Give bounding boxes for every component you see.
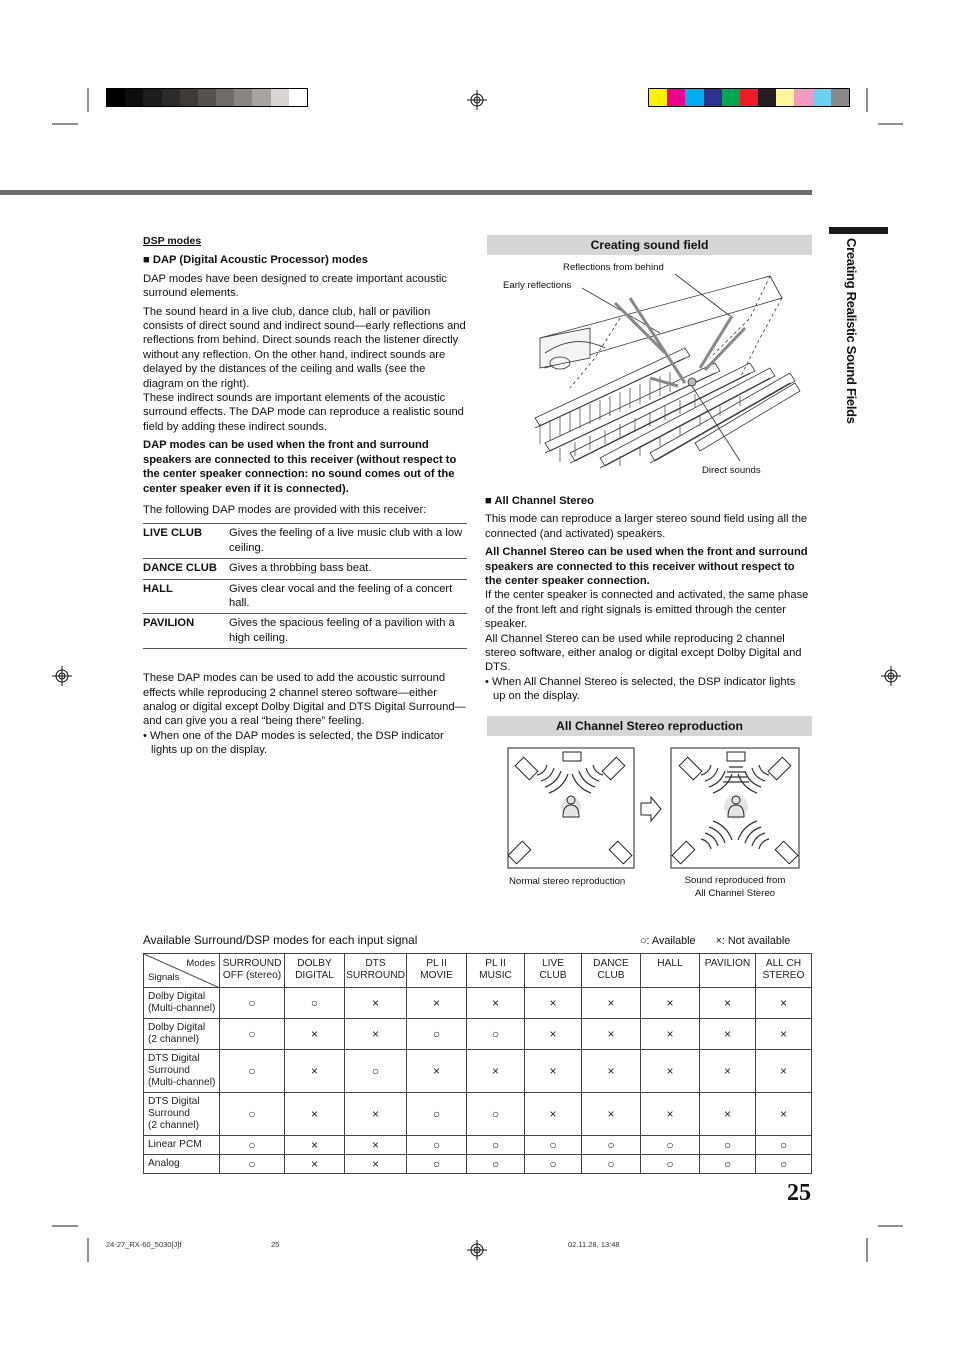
availability-cell: × [641,1050,700,1093]
signal-label: DTS Digital Surround (Multi-channel) [144,1050,220,1093]
availability-cell: × [756,1093,812,1136]
availability-cell: × [700,1050,756,1093]
color-swatch [162,89,180,106]
availability-cell: × [756,988,812,1019]
color-swatch [143,89,161,106]
availability-cell: ○ [220,1050,285,1093]
listener-icon [688,378,696,386]
color-swatch [649,89,667,106]
availability-cell: ○ [220,1093,285,1136]
color-swatch [704,89,722,106]
availability-cell: × [285,1093,345,1136]
table-row [144,988,812,1019]
color-swatch [794,89,812,106]
caption-all-channel-stereo: Sound reproduced from All Channel Stereo [684,875,786,899]
paragraph: All Channel Stereo can be used while reproducing 2 channel stereo software, either analog or digital except Dolby Digital and DTS. [485,632,802,674]
availability-table [143,953,812,1174]
paragraph: If the center speaker is connected and activated, the same phase of the front left and right signals is emitted through the center speaker. [485,589,809,631]
signal-label: Analog [144,1155,220,1174]
availability-cell: × [285,1136,345,1155]
availability-cell: × [641,1093,700,1136]
availability-cell: × [525,1093,582,1136]
color-swatch [831,89,849,106]
table-row [144,1093,812,1136]
not-available-symbol: × [715,935,722,947]
center-speaker-icon [727,752,745,761]
mode-row [143,559,467,579]
table-row [144,1019,812,1050]
availability-cell: × [582,1093,641,1136]
mode-column-header: PL II MOVIE [407,954,467,988]
availability-cell: × [345,988,407,1019]
paragraph: This mode can reproduce a larger stereo sound field using all the connected (and activated) speakers. [485,513,808,540]
mode-description: Gives clear vocal and the feeling of a concert hall. [229,579,467,614]
availability-cell: × [582,1019,641,1050]
color-swatch [216,89,234,106]
availability-cell: ○ [700,1136,756,1155]
all-channel-stereo-reproduction-header: All Channel Stereo reproduction [487,716,812,736]
mode-row [143,579,467,614]
legend [640,934,790,948]
availability-cell: × [582,1050,641,1093]
sidebar-title: Creating Realistic Sound Fields [844,238,859,424]
availability-cell: × [345,1155,407,1174]
availability-cell: × [285,1155,345,1174]
color-swatch [667,89,685,106]
color-swatch [198,89,216,106]
availability-cell: ○ [700,1155,756,1174]
color-swatch [758,89,776,106]
center-speaker-icon [563,752,581,761]
footer-date: 02.11.28, 13:48 [568,1240,620,1249]
left-column [143,234,468,758]
paragraph: DAP modes have been designed to create important acoustic surround elements. [143,272,447,300]
availability-cell: × [345,1136,407,1155]
signal-label: Dolby Digital (2 channel) [144,1019,220,1050]
mode-column-header: ALL CH STEREO [756,954,812,988]
available-symbol: ○ [640,935,647,947]
color-swatch [107,89,125,106]
availability-cell: × [345,1019,407,1050]
paragraph: These DAP modes can be used to add the acoustic surround effects while reproducing 2 channel stereo software—either analog or digital except Dolby Digital and DTS Digital Surround—and can give you a real “being there” feeling. [143,672,466,728]
availability-cell: × [641,1019,700,1050]
stereo-reproduction-diagram [505,745,805,873]
creating-sound-field-header: Creating sound field [487,235,812,255]
legend-not-available: : Not available [721,935,791,947]
availability-cell: × [285,1050,345,1093]
dap-modes-table [143,524,467,648]
signal-label: Linear PCM [144,1136,220,1155]
page-number: 25 [787,1180,811,1206]
label-reflections-from-behind: Reflections from behind [563,262,664,273]
mode-column-header: HALL [641,954,700,988]
availability-cell: × [467,1050,525,1093]
availability-cell: × [700,988,756,1019]
caption-normal-stereo: Normal stereo reproduction [509,876,626,887]
availability-cell: ○ [756,1155,812,1174]
table-row [144,1155,812,1174]
mode-column-header: DANCE CLUB [582,954,641,988]
availability-cell: × [525,988,582,1019]
availability-cell: × [756,1019,812,1050]
availability-cell: ○ [582,1155,641,1174]
listener-icon [563,796,744,817]
availability-cell: ○ [407,1093,467,1136]
corner-modes: Modes [186,958,215,969]
label-direct-sounds: Direct sounds [702,465,761,476]
color-swatch [685,89,703,106]
table-row [144,1050,812,1093]
color-swatch [271,89,289,106]
availability-cell: ○ [582,1136,641,1155]
paragraph: The sound heard in a live club, dance club, hall or pavilion consists of direct sound and indirect sound—early reflections and reflections from behind. Direct sounds reach the listener directly without any reflection. On the other hand, indirect sounds are delayed by the distances of the ceiling and walls (see the diagram on the right). [143,305,466,390]
paragraph-bold: All Channel Stereo can be used when the front and surround speakers are connected to this receiver without respect to the center speaker connection. [485,546,808,588]
color-swatch [722,89,740,106]
availability-cell: ○ [220,1136,285,1155]
color-swatch [776,89,794,106]
dap-subheading: ■ DAP (Digital Acoustic Processor) modes [143,254,368,267]
mode-row [143,614,467,648]
availability-cell: ○ [641,1136,700,1155]
availability-cell: × [407,988,467,1019]
availability-cell: ○ [525,1155,582,1174]
availability-cell: ○ [525,1136,582,1155]
color-swatch [289,89,307,106]
mode-column-header: DTS SURROUND [345,954,407,988]
signal-label: DTS Digital Surround (2 channel) [144,1093,220,1136]
paragraph: The following DAP modes are provided with this receiver: [143,503,427,516]
availability-cell: × [345,1093,407,1136]
availability-cell: ○ [220,988,285,1019]
mode-column-header: SURROUND OFF (stereo) [220,954,285,988]
sidebar-marker [829,227,888,234]
mode-name: DANCE CLUB [143,559,229,579]
availability-cell: × [700,1019,756,1050]
availability-cell: × [467,988,525,1019]
availability-cell: ○ [467,1136,525,1155]
signal-label: Dolby Digital (Multi-channel) [144,988,220,1019]
availability-cell: × [700,1093,756,1136]
mode-column-header: LIVE CLUB [525,954,582,988]
arrow-right-icon [641,797,661,821]
footer-page: 25 [271,1240,280,1249]
availability-cell: ○ [467,1155,525,1174]
section-title: DSP modes [143,235,202,247]
mode-name: PAVILION [143,614,229,648]
all-channel-stereo-heading: ■ All Channel Stereo [485,495,594,507]
availability-cell: ○ [220,1019,285,1050]
availability-cell: × [582,988,641,1019]
availability-cell: ○ [285,988,345,1019]
availability-cell: ○ [756,1136,812,1155]
corner-cell [144,954,220,988]
color-swatch [125,89,143,106]
availability-cell: ○ [407,1019,467,1050]
mode-name: LIVE CLUB [143,527,203,540]
modes-table-bottom-rule [143,648,467,649]
corner-signals: Signals [148,972,180,983]
paragraph: These indirect sounds are important elements of the acoustic surround effects. The DAP mode can reproduce a realistic sound field by adding these indirect sounds. [143,392,464,433]
color-swatch [234,89,252,106]
label-early-reflections: Early reflections [503,280,572,291]
availability-cell: × [525,1050,582,1093]
right-column [485,494,810,704]
availability-cell: ○ [407,1136,467,1155]
availability-cell: ○ [220,1155,285,1174]
color-swatch [740,89,758,106]
color-swatch [252,89,270,106]
table-row [144,1136,812,1155]
availability-cell: ○ [345,1050,407,1093]
color-swatch [813,89,831,106]
availability-title: Available Surround/DSP modes for each input signal [143,933,418,947]
availability-cell: × [407,1050,467,1093]
mode-column-header: DOLBY DIGITAL [285,954,345,988]
header-rule [0,190,812,195]
mode-description: Gives a throbbing bass beat. [229,559,467,579]
availability-cell: × [756,1050,812,1093]
availability-cell: × [525,1019,582,1050]
paragraph-bold: DAP modes can be used when the front and surround speakers are connected to this receiver (without respect to the center speaker connection: no sound comes out of the center speaker even if it is connected). [143,439,457,495]
bullet-note: • When one of the DAP modes is selected, the DSP indicator lights up on the display. [143,729,444,757]
availability-cell: ○ [407,1155,467,1174]
color-swatch [180,89,198,106]
mode-column-header: PAVILION [700,954,756,988]
bullet-note: • When All Channel Stereo is selected, the DSP indicator lights up on the display. [485,675,796,703]
availability-cell: × [285,1019,345,1050]
mode-description: Gives the spacious feeling of a pavilion with a high ceiling. [229,614,467,648]
availability-cell: ○ [467,1019,525,1050]
grayscale-calibration-bar [106,88,308,107]
mode-row [143,524,467,558]
mode-description: Gives the feeling of a live music club with a low ceiling. [229,527,463,554]
color-calibration-bar [648,88,850,107]
mode-name: HALL [143,579,229,614]
availability-cell: ○ [467,1093,525,1136]
legend-available: : Available [646,935,696,947]
footer-file: 24-27_RX-60_5030[J]f [106,1240,182,1249]
mode-column-header: PL II MUSIC [467,954,525,988]
availability-cell: ○ [641,1155,700,1174]
availability-cell: × [641,988,700,1019]
